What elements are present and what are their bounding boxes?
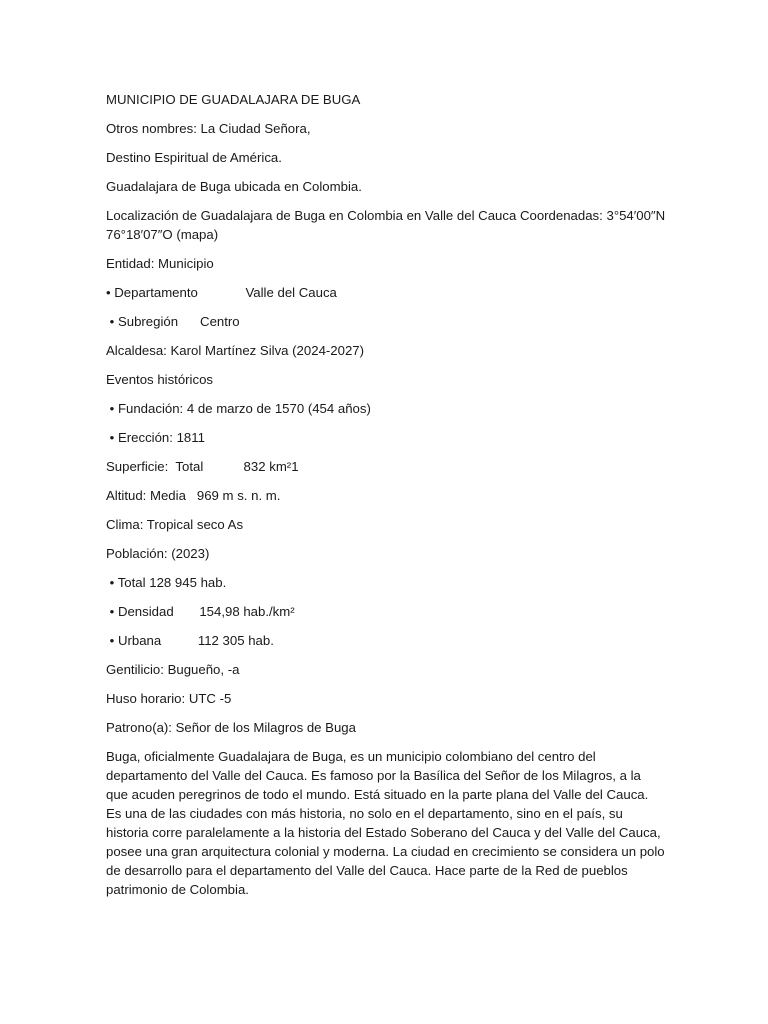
line-localizacion: Localización de Guadalajara de Buga en Colombia en Valle del Cauca Coordenadas: 3°54′00″N 76°18′07″O (mapa) <box>106 208 669 242</box>
line-eventos-historicos: Eventos históricos <box>106 372 214 387</box>
line-densidad: • Densidad 154,98 hab./km² <box>106 604 295 619</box>
line-urbana: • Urbana 112 305 hab. <box>106 633 274 648</box>
line-subregion: • Subregión Centro <box>106 314 240 329</box>
line-departamento: • Departamento Valle del Cauca <box>106 285 337 300</box>
line-total: • Total 128 945 hab. <box>106 575 227 590</box>
line-huso-horario: Huso horario: UTC -5 <box>106 691 232 706</box>
line-destino-espiritual: Destino Espiritual de América. <box>106 150 282 165</box>
line-otros-nombres: Otros nombres: La Ciudad Señora, <box>106 121 311 136</box>
body-paragraph: Buga, oficialmente Guadalajara de Buga, es un municipio colombiano del centro del departamento del Valle del Cauca. Es famoso por la Basílica del Señor de los Milagros, a la que acuden peregrinos de todo el mundo. Está situado en la parte plana del Valle del Cauca. Es una de las ciudades con más historia, no solo en el departamento, sino en el país, su historia corre paralelamente a la historia del Estado Soberano del Cauca y del Valle del Cauca, posee una gran arquitectura colonial y moderna. La ciudad en crecimiento se considera un polo de desarrollo para el departamento del Valle del Cauca. Hace parte de la Red de pueblos patrimonio de Colombia. <box>106 749 669 897</box>
line-fundacion: • Fundación: 4 de marzo de 1570 (454 años) <box>106 401 371 416</box>
line-poblacion: Población: (2023) <box>106 546 210 561</box>
document-title: MUNICIPIO DE GUADALAJARA DE BUGA <box>106 92 361 107</box>
document-content <box>106 90 669 909</box>
line-patrono: Patrono(a): Señor de los Milagros de Buga <box>106 720 356 735</box>
line-clima: Clima: Tropical seco As <box>106 517 244 532</box>
line-superficie: Superficie: Total 832 km²1 <box>106 459 299 474</box>
line-entidad: Entidad: Municipio <box>106 256 214 271</box>
line-ereccion: • Erección: 1811 <box>106 430 205 445</box>
line-ubicada-colombia: Guadalajara de Buga ubicada en Colombia. <box>106 179 362 194</box>
line-altitud: Altitud: Media 969 m s. n. m. <box>106 488 281 503</box>
line-alcaldesa: Alcaldesa: Karol Martínez Silva (2024-2027) <box>106 343 365 358</box>
line-gentilicio: Gentilicio: Bugueño, -a <box>106 662 240 677</box>
